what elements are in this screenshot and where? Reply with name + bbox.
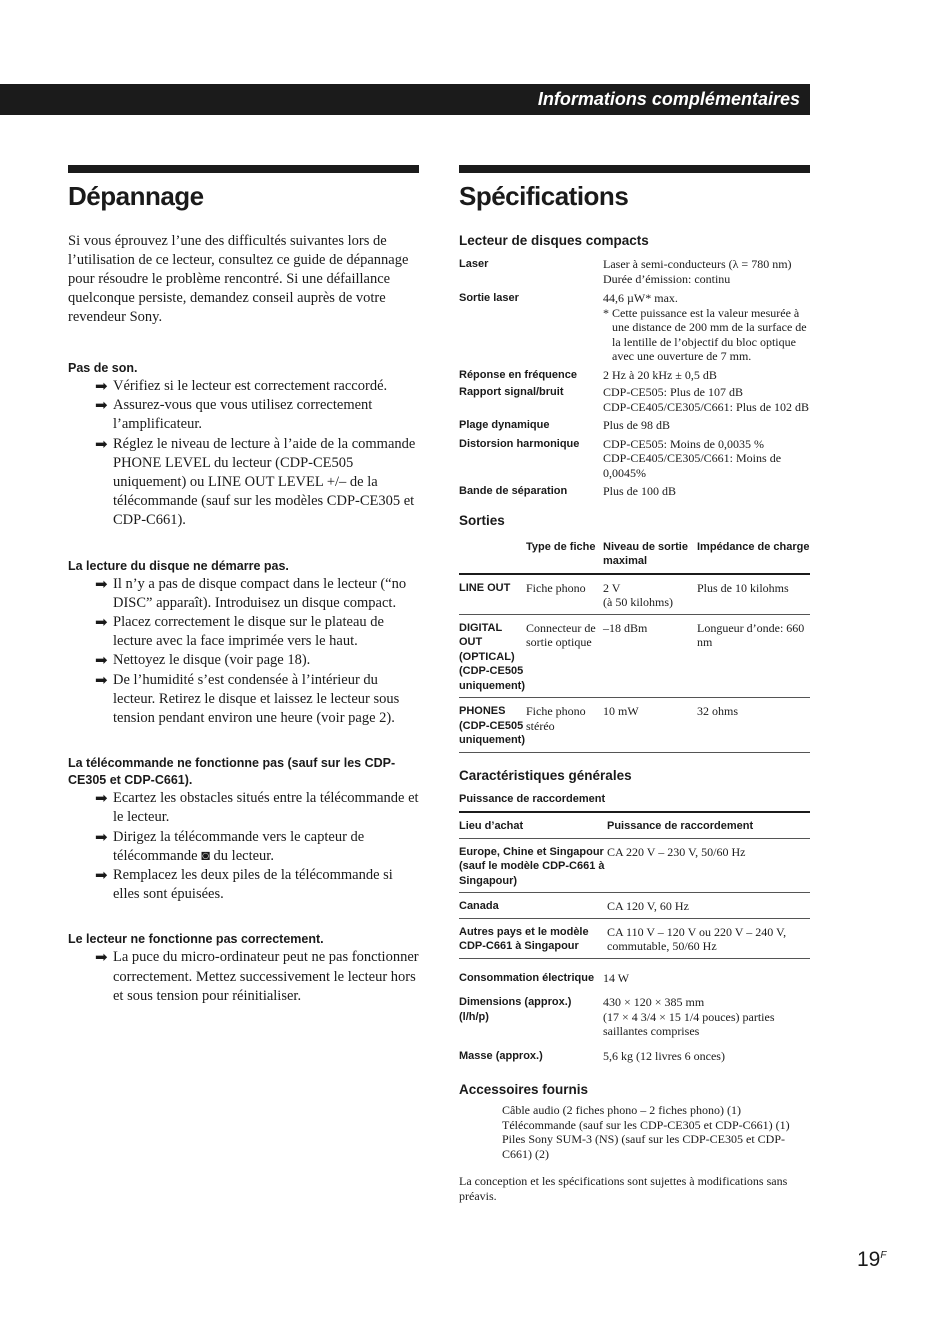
arrow-icon: ➡ xyxy=(95,396,108,415)
spec-row: Réponse en fréquence 2 Hz à 20 kHz ± 0,5 dB xyxy=(459,367,717,382)
arrow-icon: ➡ xyxy=(95,789,108,808)
outputs-table: Type de fiche Niveau de sortie maximal Impédance de charge LINE OUT Fiche phono 2 V (à 50 kilohms) Plus de 10 kilohms DIGITAL OUT (OPTICAL) (CDP-CE505 uniquement) Connecteur de sortie optique –18 dBm Longueur d’onde: 660 nm PHONES (CDP-CE505 uniquement) Fiche phono stéréo 10 mW 32 ohms xyxy=(459,536,810,753)
spec-row: Bande de séparation Plus de 100 dB xyxy=(459,484,677,498)
remedy-item: ➡ Assurez-vous que vous utilisez correctement l’amplificateur. xyxy=(95,396,373,433)
remedy-item: ➡ Nettoyez le disque (voir page 18). xyxy=(95,651,311,670)
specifications-title: Spécifications xyxy=(459,181,629,211)
remedy-item: ➡ Remplacez les deux piles de la télécommande si elles sont épuisées. xyxy=(95,866,393,903)
spec-row: Masse (approx.) 5,6 kg (12 livres 6 onces) xyxy=(459,1048,725,1063)
accessories-heading: Accessoires fournis xyxy=(459,1082,589,1097)
cd-player-heading: Lecteur de disques compacts xyxy=(459,233,649,248)
remedy-item: ➡ Vérifiez si le lecteur est correctement raccordé. xyxy=(95,377,388,395)
title-rule xyxy=(68,165,419,173)
accessories-list xyxy=(459,1103,810,1161)
table-row: Canada CA 120 V, 60 Hz xyxy=(459,893,810,919)
issue-heading: La lecture du disque ne démarre pas. xyxy=(68,558,289,573)
arrow-icon: ➡ xyxy=(95,948,108,967)
spec-row: Rapport signal/bruit CDP-CE505: Plus de 107 dB CDP-CE405/CE305/C661: Plus de 102 dB xyxy=(459,385,810,414)
issue-section xyxy=(68,755,419,904)
remedy-item: ➡ Ecartez les obstacles situés entre la télécommande et le lecteur. xyxy=(95,789,419,826)
troubleshooting-title: Dépannage xyxy=(68,181,204,211)
remedy-item: ➡ De l’humidité s’est condensée à l’intérieur du lecteur. Retirez le disque et laissez le lecteur sous tension pendant environ une heure (voir page 2). xyxy=(95,670,400,727)
section-banner xyxy=(0,84,810,115)
spec-row: Distorsion harmonique CDP-CE505: Moins de 0,0035 % CDP-CE405/CE305/C661: Moins de 0,0045% xyxy=(459,436,782,480)
disclaimer: La conception et les spécifications sont sujettes à modifications sans préavis. xyxy=(459,1174,788,1203)
arrow-icon: ➡ xyxy=(95,613,108,632)
issue-section xyxy=(68,360,419,531)
issue-heading: Pas de son. xyxy=(68,361,138,375)
spec-row: Dimensions (approx.) (l/h/p) 430 × 120 × 385 mm (17 × 4 3/4 × 15 1/4 pouces) parties saillantes comprises xyxy=(459,995,775,1038)
specifications-column xyxy=(459,165,810,1215)
remedy-item: ➡ Placez correctement le disque sur le plateau de lecture avec la face imprimée vers le haut. xyxy=(95,613,384,650)
arrow-icon: ➡ xyxy=(95,651,108,670)
table-row: PHONES (CDP-CE505 uniquement) Fiche phono stéréo 10 mW 32 ohms xyxy=(459,698,810,753)
spec-row: Consommation électrique 14 W xyxy=(459,970,630,985)
general-heading: Caractéristiques générales xyxy=(459,767,632,783)
arrow-icon: ➡ xyxy=(95,574,108,593)
spec-row: Laser Laser à semi-conducteurs (λ = 780 nm) Durée d’émission: continu xyxy=(459,257,792,286)
table-row: Autres pays et le modèle CDP-C661 à Singapour CA 110 V – 120 V ou 220 V – 240 V, commutable, 50/60 Hz xyxy=(459,918,810,958)
troubleshooting-intro: Si vous éprouvez l’une des difficultés suivantes lors de l’utilisation de ce lecteur, consultez ce guide de dépannage pour résoudre le problème rencontré. Si une défaillance quelconque persiste, demandez conseil auprès de votre revendeur Sony. xyxy=(68,233,409,325)
issue-section xyxy=(68,558,419,729)
issue-section xyxy=(68,931,419,1006)
arrow-icon: ➡ xyxy=(95,670,108,689)
table-row: DIGITAL OUT (OPTICAL) (CDP-CE505 uniquement) Connecteur de sortie optique –18 dBm Longueur d’onde: 660 nm xyxy=(459,614,810,698)
remedy-item: ➡ Réglez le niveau de lecture à l’aide de la commande PHONE LEVEL du lecteur (CDP-CE505 uniquement) ou LINE OUT LEVEL +/– de la télécommande (sauf sur les modèles CDP-CE305 et CDP-C661). xyxy=(95,434,416,529)
general-specs xyxy=(459,971,810,1064)
power-table: Lieu d’achat Puissance de raccordement Europe, Chine et Singapour (sauf le modèle CDP-C661 à Singapour) CA 220 V – 230 V, 50/60 Hz Canada CA 120 V, 60 Hz Autres pays et le modèle CDP-C661 à Singapour CA 110 V – 120 V ou 220 V – 240 V, commutable, 50/60 Hz xyxy=(459,811,810,959)
list-item: Piles Sony SUM-3 (NS) (sauf sur les CDP-CE305 et CDP-C661) (2) xyxy=(502,1132,786,1161)
remedy-item: ➡ Il n’y a pas de disque compact dans le lecteur (“no DISC” apparaît). Introduisez un disque compact. xyxy=(95,574,407,611)
issue-heading: La télécommande ne fonctionne pas (sauf sur les CDP-CE305 et CDP-C661). xyxy=(68,756,396,788)
page-number: $19^F$ xyxy=(857,1248,887,1271)
arrow-icon: ➡ xyxy=(95,827,108,846)
cd-specs xyxy=(459,257,810,499)
arrow-icon: ➡ xyxy=(95,377,108,395)
outputs-heading: Sorties xyxy=(459,512,505,528)
arrow-icon: ➡ xyxy=(95,434,108,453)
power-label: Puissance de raccordement xyxy=(459,792,606,805)
remedy-item: ➡ La puce du micro-ordinateur peut ne pas fonctionner correctement. Mettez successivement le lecteur hors et sous tension pour réinitialiser. xyxy=(95,948,419,1004)
issue-heading: Le lecteur ne fonctionne pas correctement. xyxy=(68,932,324,947)
spec-row: Sortie laser 44,6 µW* max. * Cette puissance est la valeur mesurée à une distance de 200 mm de la surface de la lentille de l’objectif du bloc optique avec une ouverture de 7 mm. xyxy=(459,291,807,363)
title-rule xyxy=(459,165,810,173)
arrow-icon: ➡ xyxy=(95,866,108,885)
table-row: LINE OUT Fiche phono 2 V (à 50 kilohms) Plus de 10 kilohms xyxy=(459,574,810,615)
list-item: Télécommande (sauf sur les CDP-CE305 et CDP-C661) (1) xyxy=(502,1117,790,1132)
spec-row: Plage dynamique Plus de 98 dB xyxy=(459,418,671,432)
troubleshooting-column xyxy=(68,165,419,1006)
banner-title: Informations complémentaires xyxy=(537,89,800,109)
list-item: Câble audio (2 fiches phono – 2 fiches phono) (1) xyxy=(502,1103,741,1117)
remedy-item: ➡ Dirigez la télécommande vers le capteur de télécommande ◙ du lecteur. xyxy=(95,827,365,864)
table-row: Europe, Chine et Singapour (sauf le modèle CDP-C661 à Singapour) CA 220 V – 230 V, 50/60 Hz xyxy=(459,838,810,893)
